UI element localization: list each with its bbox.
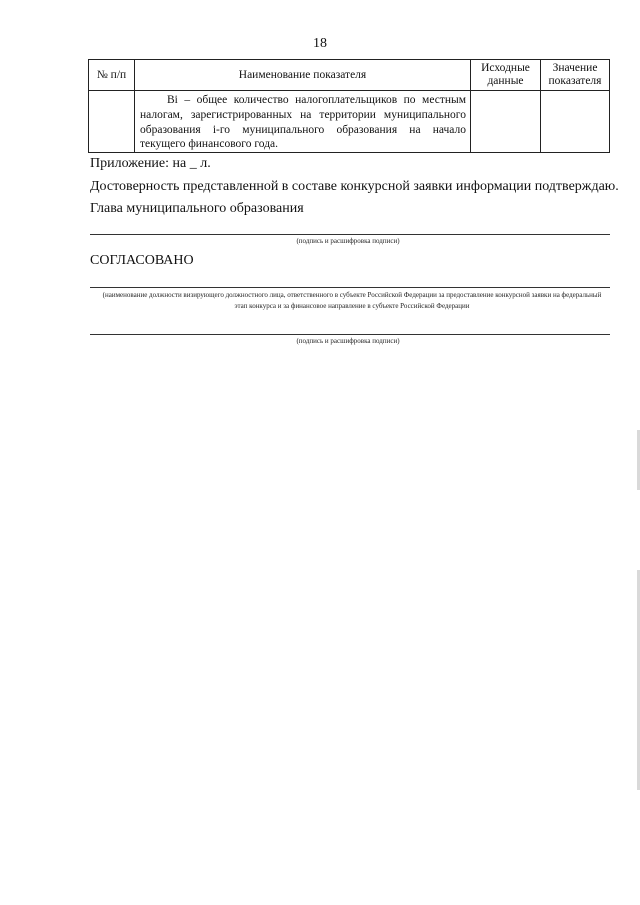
signature-caption-2: (подпись и расшифровка подписи) bbox=[296, 337, 400, 345]
indicator-description bbox=[135, 91, 470, 152]
table-row bbox=[89, 91, 610, 153]
position-line bbox=[90, 287, 610, 288]
confirmation-statement: Достоверность представленной в составе конкурсной заявки информации подтверждаю. bbox=[90, 179, 619, 194]
table-header-row bbox=[89, 60, 610, 91]
signature-line-1 bbox=[90, 234, 610, 235]
head-title: Глава муниципального образования bbox=[90, 201, 304, 216]
cell-number bbox=[89, 91, 135, 153]
indicator-table bbox=[88, 59, 610, 153]
header-indicator-name: Наименование показателя bbox=[135, 60, 471, 91]
signature-line-2 bbox=[90, 334, 610, 335]
header-indicator-value: Значение показателя bbox=[541, 60, 610, 91]
cell-indicator-value bbox=[541, 91, 610, 153]
position-caption: (наименование должности визирующего должностного лица, ответственного в субъекте Российской Федерации за предоставление конкурсной заявки на федеральный этап конкурса и за финансовое направление в субъекте Российской Федерации bbox=[102, 291, 602, 310]
indicator-description-text: Bi – общее количество налогоплательщиков по местным налогам, зарегистрированных на территории муниципального образования i-го муниципального образования на начало текущего финансового года. bbox=[140, 94, 466, 151]
attachment-line: Приложение: на _ л. bbox=[90, 156, 211, 171]
cell-source-data bbox=[471, 91, 541, 153]
agreed-heading: СОГЛАСОВАНО bbox=[90, 253, 194, 268]
cell-description bbox=[135, 91, 471, 153]
header-source-data: Исходные данные bbox=[471, 60, 541, 91]
page-number: 18 bbox=[313, 36, 327, 51]
header-number: № п/п bbox=[89, 60, 135, 91]
signature-caption-1: (подпись и расшифровка подписи) bbox=[296, 237, 400, 245]
